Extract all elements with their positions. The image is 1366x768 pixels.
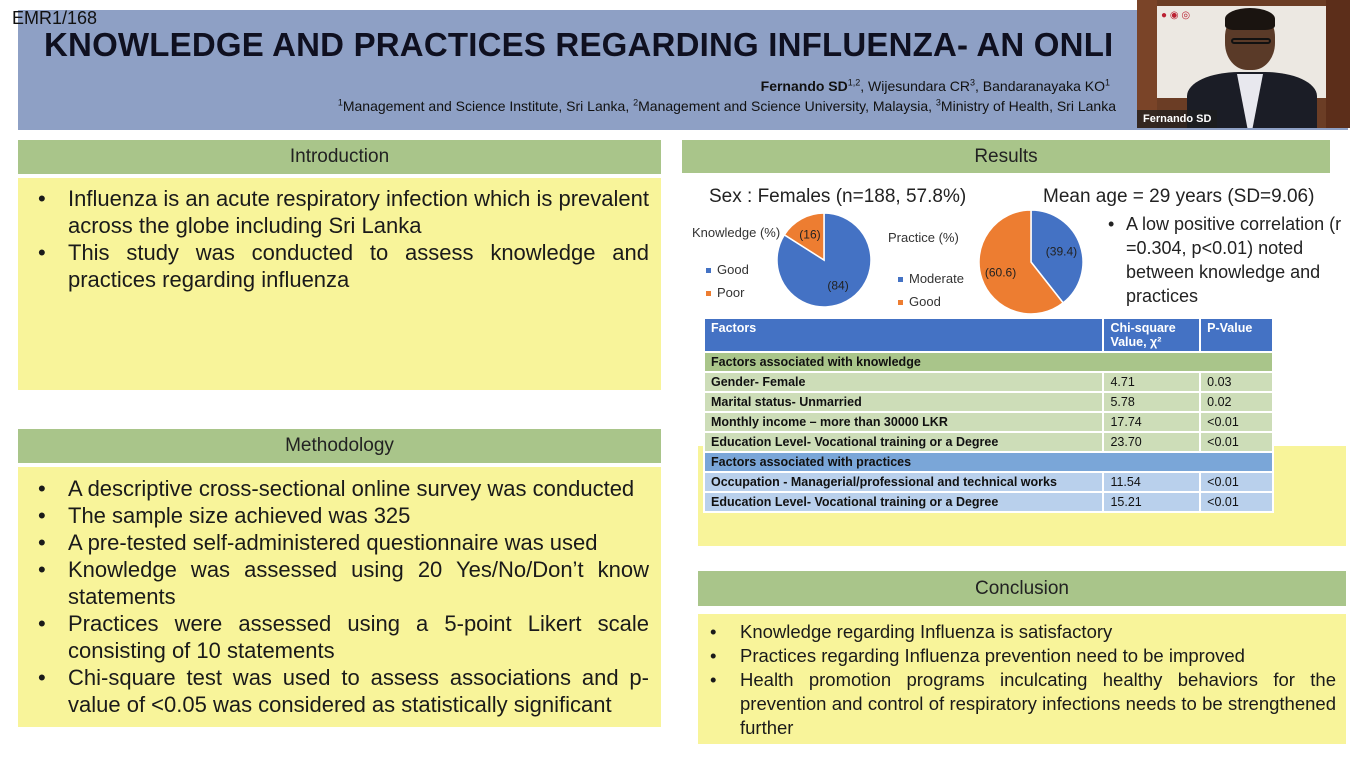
legend-swatch xyxy=(898,277,903,282)
table-row xyxy=(704,492,1273,512)
table-row xyxy=(704,412,1273,432)
group-knowledge-title: Factors associated with knowledge xyxy=(704,352,1273,372)
practice-legend-moderate xyxy=(898,271,964,286)
affil-3-sup: 3 xyxy=(935,97,941,108)
knowledge-legend-good xyxy=(706,262,749,277)
factors-table xyxy=(703,317,1274,513)
method-bullet: • A descriptive cross-sectional online survey was conducted xyxy=(26,475,649,502)
legend-label: Good xyxy=(909,294,941,309)
correlation-note xyxy=(1106,212,1351,308)
introduction-list xyxy=(26,185,649,293)
chi-cell: 15.21 xyxy=(1103,492,1200,512)
table-header-row xyxy=(704,318,1273,352)
table-row xyxy=(704,372,1273,392)
factor-cell: Gender- Female xyxy=(704,372,1103,392)
table-group-row xyxy=(704,452,1273,472)
affil-2: Management and Science University, Malaysia, xyxy=(638,98,936,114)
table-row xyxy=(704,392,1273,412)
sex-summary: Sex : Females (n=188, 57.8%) xyxy=(709,186,967,207)
third-author: , Bandaranayaka KO xyxy=(975,78,1105,94)
table-row xyxy=(704,472,1273,492)
legend-swatch xyxy=(706,268,711,273)
introduction-heading: Introduction xyxy=(18,140,661,174)
conclusion-heading: Conclusion xyxy=(698,571,1346,606)
pie-data-label: (60.6) xyxy=(984,265,1017,280)
practice-legend-good xyxy=(898,294,941,309)
p-cell: 0.02 xyxy=(1200,392,1273,412)
factor-cell: Education Level- Vocational training or a Degree xyxy=(704,432,1103,452)
institution-logos-icon: ● ◉ ◎ xyxy=(1161,10,1191,21)
speaker-glasses xyxy=(1231,38,1271,44)
conclusion-bullet: • Knowledge regarding Influenza is satisfactory xyxy=(698,620,1336,644)
lead-author-sup: 1,2 xyxy=(847,77,861,88)
pie-data-label: (39.4) xyxy=(1045,244,1078,259)
method-bullet: • Knowledge was assessed using 20 Yes/No/Don’t know statements xyxy=(26,556,649,610)
factor-cell: Occupation - Managerial/professional and technical works xyxy=(704,472,1103,492)
affil-3: Ministry of Health, Sri Lanka xyxy=(940,98,1116,114)
table-row xyxy=(704,432,1273,452)
p-cell: <0.01 xyxy=(1200,432,1273,452)
intro-bullet: • This study was conducted to assess knowledge and practices regarding influenza xyxy=(26,239,649,293)
affil-2-sup: 2 xyxy=(633,97,639,108)
legend-label: Moderate xyxy=(909,271,964,286)
p-cell: <0.01 xyxy=(1200,412,1273,432)
conclusion-body xyxy=(698,614,1346,744)
age-summary: Mean age = 29 years (SD=9.06) xyxy=(1043,186,1315,207)
slide-id: EMR1/168 xyxy=(12,8,98,28)
knowledge-pie-chart xyxy=(776,212,872,308)
method-bullet: • The sample size achieved was 325 xyxy=(26,502,649,529)
pie-data-label: (84) xyxy=(827,278,849,293)
methodology-heading: Methodology xyxy=(18,429,661,463)
method-bullet: • A pre-tested self-administered questionnaire was used xyxy=(26,529,649,556)
legend-swatch xyxy=(898,300,903,305)
p-cell: 0.03 xyxy=(1200,372,1273,392)
method-bullet: • Practices were assessed using a 5-point Likert scale consisting of 10 statements xyxy=(26,610,649,664)
results-heading: Results xyxy=(682,140,1330,173)
p-cell: <0.01 xyxy=(1200,492,1273,512)
methodology-body xyxy=(18,467,661,727)
second-author-sup: 3 xyxy=(969,77,975,88)
speaker-name-label: Fernando SD xyxy=(1137,110,1217,128)
conclusion-bullet: • Practices regarding Influenza prevention need to be improved xyxy=(698,644,1336,668)
chi-cell: 5.78 xyxy=(1103,392,1200,412)
legend-label: Good xyxy=(717,262,749,277)
video-background xyxy=(1137,0,1157,128)
legend-swatch xyxy=(706,291,711,296)
method-bullet: • Chi-square test was used to assess associations and p-value of <0.05 was considered as statistically significant xyxy=(26,664,649,718)
lead-author: Fernando SD xyxy=(760,78,848,94)
group-practices-title: Factors associated with practices xyxy=(704,452,1273,472)
col-chi-square: Chi-square Value, χ² xyxy=(1103,318,1200,352)
chi-cell: 4.71 xyxy=(1103,372,1200,392)
col-factors: Factors xyxy=(704,318,1103,352)
affil-1: Management and Science Institute, Sri Lanka, xyxy=(342,98,634,114)
practice-pie-chart xyxy=(978,209,1084,315)
chi-cell: 11.54 xyxy=(1103,472,1200,492)
conclusion-list xyxy=(698,620,1336,740)
factor-cell: Education Level- Vocational training or a Degree xyxy=(704,492,1103,512)
affiliations-line xyxy=(338,98,1116,114)
authors-line xyxy=(761,78,1110,94)
chi-cell: 17.74 xyxy=(1103,412,1200,432)
factor-cell: Monthly income – more than 30000 LKR xyxy=(704,412,1103,432)
practice-chart-title: Practice (%) xyxy=(888,230,959,245)
introduction-body xyxy=(18,178,661,390)
speaker-video-tile[interactable] xyxy=(1137,0,1350,128)
conclusion-bullet: • Health promotion programs inculcating healthy behaviors for the prevention and control of respiratory infections needs to be strengthened further xyxy=(698,668,1336,740)
methodology-list xyxy=(26,475,649,718)
intro-bullet: • Influenza is an acute respiratory infection which is prevalent across the globe including Sri Lanka xyxy=(26,185,649,239)
pie-data-label: (16) xyxy=(799,227,821,242)
chi-cell: 23.70 xyxy=(1103,432,1200,452)
third-author-sup: 1 xyxy=(1104,77,1110,88)
video-background-right xyxy=(1326,0,1350,128)
factor-cell: Marital status- Unmarried xyxy=(704,392,1103,412)
poster-title: KNOWLEDGE AND PRACTICES REGARDING INFLUENZA- AN ONLI xyxy=(44,26,1114,63)
table-group-row xyxy=(704,352,1273,372)
second-author: , Wijesundara CR xyxy=(860,78,970,94)
affil-1-sup: 1 xyxy=(337,97,343,108)
knowledge-chart-title: Knowledge (%) xyxy=(692,225,781,240)
legend-label: Poor xyxy=(717,285,745,300)
correlation-bullet: • A low positive correlation (r =0.304, p<0.01) noted between knowledge and practices xyxy=(1106,212,1351,308)
p-cell: <0.01 xyxy=(1200,472,1273,492)
speaker-hair xyxy=(1225,8,1275,30)
knowledge-legend-poor xyxy=(706,285,744,300)
col-p-value: P-Value xyxy=(1200,318,1273,352)
